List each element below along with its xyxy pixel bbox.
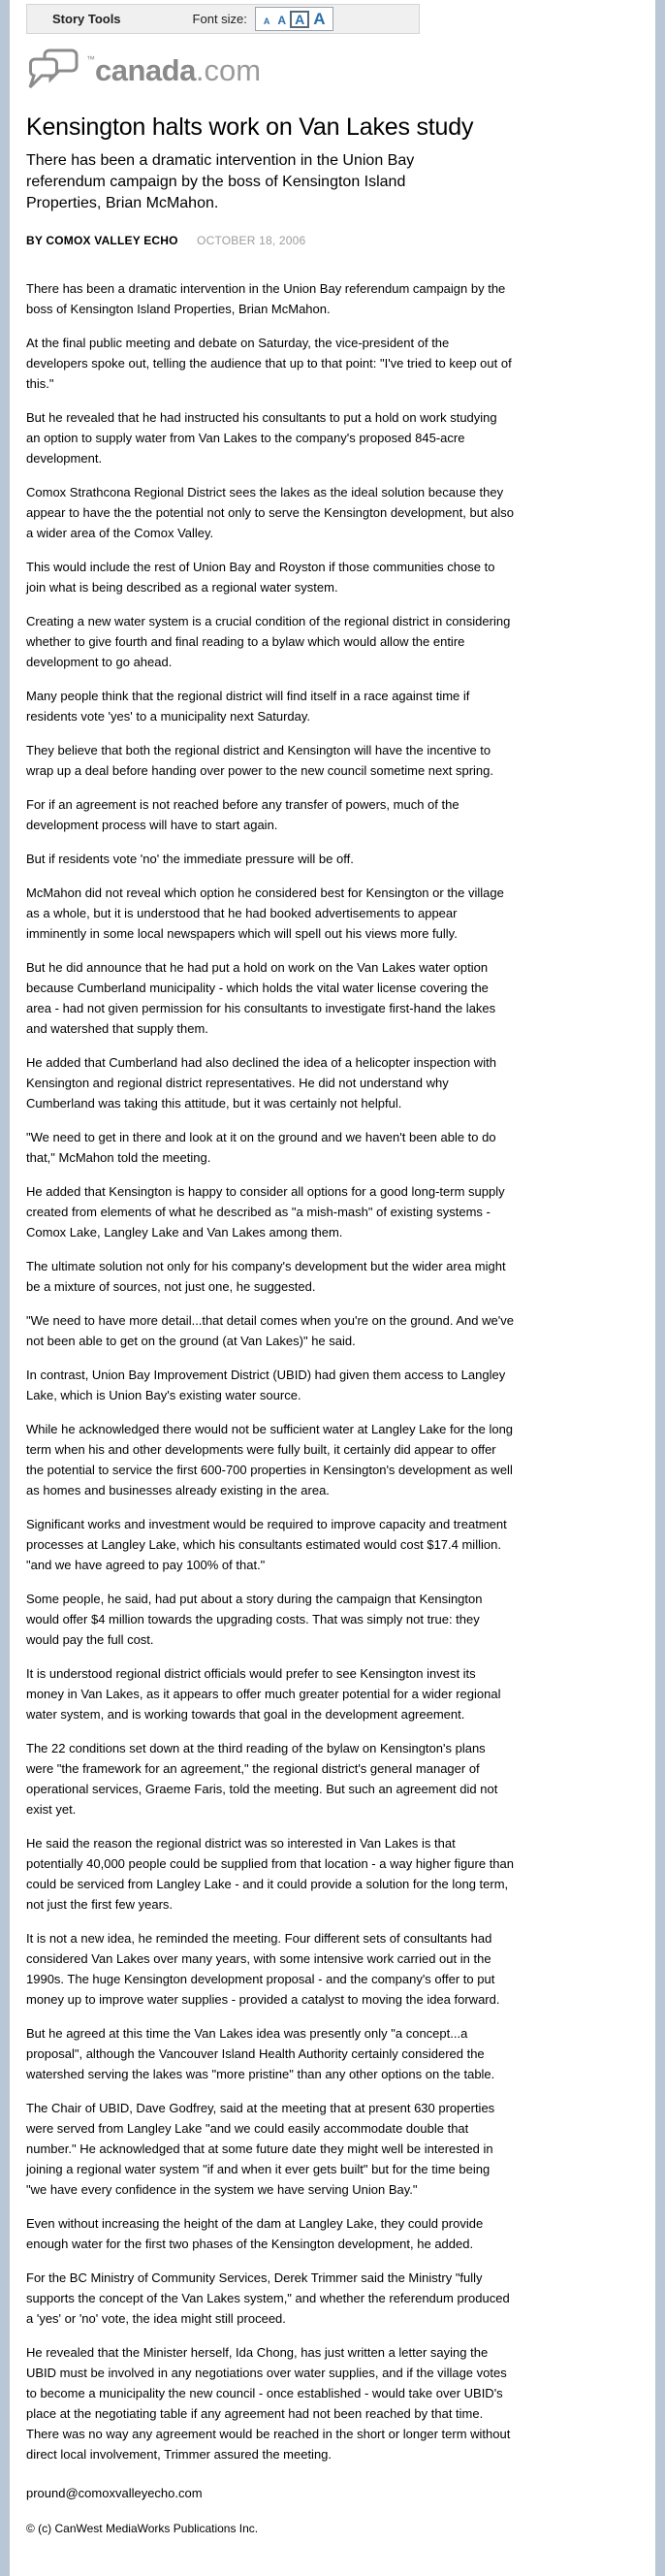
paragraph: But if residents vote 'no' the immediate pressure will be off. — [26, 852, 354, 866]
speech-bubbles-icon — [26, 47, 82, 94]
paragraph: It is not a new idea, he reminded the meeting. Four different sets of consultants had considered Van Lakes over many years, with some intensive work carried out in the 1990s. The huge Kensington development proposal - and the company's offer to put money up to improve water supplies - provided a catalyst to moving the idea forward. — [26, 1931, 500, 2007]
paragraph: He said the reason the regional district was so interested in Van Lakes is that potentially 40,000 people could be supplied from that location - a way higher figure than could be serviced from Langley Lake - and it could provide a solution for the long term, not just the first few years. — [26, 1836, 514, 1912]
font-size-button-medium-selected[interactable]: A — [290, 11, 309, 28]
trademark-symbol: ™ — [86, 53, 95, 64]
article-deck: There has been a dramatic intervention in the Union Bay referendum campaign by the boss of Kensington Island Properties, Brian McMahon. — [26, 152, 415, 211]
paragraph: Creating a new water system is a crucial condition of the regional district in considering whether to give fourth and final reading to a bylaw which would allow the entire development to go ahead. — [26, 614, 511, 669]
story-tools-toolbar — [26, 4, 420, 34]
byline-row — [26, 234, 639, 247]
paragraph: Some people, he said, had put about a story during the campaign that Kensington would offer $4 million towards the upgrading costs. That was simply not true: they would pay the full cost. — [26, 1592, 483, 1647]
paragraph: At the final public meeting and debate on Saturday, the vice-president of the developers spoke out, telling the audience that up to that point: "I've tried to keep out of this." — [26, 336, 512, 391]
font-size-button-smallest[interactable]: A — [263, 16, 270, 26]
story-tools-label: Story Tools — [52, 12, 121, 26]
paragraph: Significant works and investment would be required to improve capacity and treatment processes at Langley Lake, which his consultants estimated would cost $17.4 million. "and we have agreed to pay 100% of that." — [26, 1517, 507, 1572]
paragraph: He revealed that the Minister herself, Ida Chong, has just written a letter saying the UBID must be involved in any negotiations over water supplies, and if the village votes to become a municipality the new council - once established - would take over UBID's place at the negotiating table if any agreement had not been reached by that time. There was no way any agreement would be reached in the short or longer term without direct local involvement, Trimmer assured the meeting. — [26, 2345, 511, 2462]
paragraph: He added that Kensington is happy to consider all options for a good long-term supply created from elements of what he described as "a mish-mash" of existing systems - Comox Lake, Langley Lake and Van Lakes among them. — [26, 1184, 505, 1240]
paragraph: Comox Strathcona Regional District sees the lakes as the ideal solution because they appear to have the the potential not only to serve the Kensington development, but also a wider area of the Comox Valley. — [26, 485, 515, 540]
article-body — [26, 278, 514, 2464]
font-size-button-large[interactable]: A — [313, 10, 326, 28]
copyright-notice: © (c) CanWest MediaWorks Publications Inc. — [26, 2522, 259, 2535]
byline: BY COMOX VALLEY ECHO — [26, 234, 178, 247]
canada-com-logo[interactable] — [26, 47, 655, 94]
font-size-label: Font size: — [192, 12, 247, 26]
paragraph: McMahon did not reveal which option he considered best for Kensington or the village as a whole, but it is understood that he had booked advertisements to appear imminently in some local newspapers which will spell out his views more fully. — [26, 886, 504, 941]
logo-tld-text: .com — [195, 52, 262, 87]
paragraph: The Chair of UBID, Dave Godfrey, said at the meeting that at present 630 properties were served from Langley Lake "and we could easily accommodate double that number." He acknowledged that at some future date they might well be interested in joining a regional water system "if and when it ever gets built" but for the time being "we have every confidence in the system we have serving Union Bay." — [26, 2101, 495, 2197]
logo-brand-text: canada — [95, 52, 196, 87]
font-size-button-group — [255, 7, 334, 31]
article-date: OCTOBER 18, 2006 — [197, 234, 306, 247]
page-title: Kensington halts work on Van Lakes study — [26, 113, 474, 141]
paragraph: In contrast, Union Bay Improvement District (UBID) had given them access to Langley Lake, which is Union Bay's existing water source. — [26, 1368, 506, 1402]
paragraph: He added that Cumberland had also declined the idea of a helicopter inspection with Kensington and regional district representatives. He did not understand why Cumberland was taking this attitude, but it was certainly not helpful. — [26, 1055, 496, 1111]
reporter-email: pround@comoxvalleyecho.com — [26, 2486, 203, 2500]
paragraph: It is understood regional district officials would prefer to see Kensington invest its money in Van Lakes, as it appears to offer much greater potential for a wider regional water system, and is working towards that goal in the development agreement. — [26, 1666, 501, 1722]
paragraph: But he did announce that he had put a hold on work on the Van Lakes water option because Cumberland municipality - which holds the vital water license covering the area - had not given permission for his consultants to investigate first-hand the lakes and watershed that supply them. — [26, 960, 496, 1036]
paragraph: There has been a dramatic intervention in the Union Bay referendum campaign by the boss of Kensington Island Properties, Brian McMahon. — [26, 281, 506, 316]
paragraph: Many people think that the regional district will find itself in a race against time if residents vote 'yes' to a municipality next Saturday. — [26, 689, 470, 724]
paragraph: For if an agreement is not reached before any transfer of powers, much of the development process will have to start again. — [26, 797, 459, 832]
paragraph: But he agreed at this time the Van Lakes idea was presently only "a concept...a proposal", although the Vancouver Island Health Authority certainly considered the watershed serving the lakes was "more pristine" than any other options on the table. — [26, 2026, 495, 2081]
font-size-button-small[interactable]: A — [277, 14, 287, 27]
paragraph: "We need to have more detail...that detail comes when you're on the ground. And we've not been able to get on the ground (at Van Lakes)" he said. — [26, 1313, 514, 1348]
paragraph: Even without increasing the height of the dam at Langley Lake, they could provide enough water for the first two phases of the Kensington development, he added. — [26, 2216, 484, 2251]
paragraph: While he acknowledged there would not be sufficient water at Langley Lake for the long term when his and other developments were fully built, it certainly did appear to offer the potential to service the first 600-700 properties in Kensington's development as well as homes and businesses already existing in the area. — [26, 1422, 514, 1497]
paragraph: But he revealed that he had instructed his consultants to put a hold on work studying an option to supply water from Van Lakes to the company's proposed 845-acre development. — [26, 410, 497, 466]
paragraph: They believe that both the regional district and Kensington will have the incentive to wrap up a deal before handing over power to the new council sometime next spring. — [26, 743, 494, 778]
paragraph: This would include the rest of Union Bay and Royston if those communities chose to join what is being described as a regional water system. — [26, 560, 495, 595]
paragraph: The 22 conditions set down at the third reading of the bylaw on Kensington's plans were "the framework for an agreement," the regional district's general manager of operational services, Graeme Faris, told the meeting. But such an agreement did not exist yet. — [26, 1741, 498, 1817]
paragraph: The ultimate solution not only for his company's development but the wider area might be a mixture of sources, not just one, he suggested. — [26, 1259, 506, 1294]
article-page — [10, 0, 655, 2576]
paragraph: For the BC Ministry of Community Services, Derek Trimmer said the Ministry "fully supports the concept of the Van Lakes system," and whether the referendum produced a 'yes' or 'no' vote, the idea might still proceed. — [26, 2270, 510, 2326]
paragraph: "We need to get in there and look at it on the ground and we haven't been able to do that," McMahon told the meeting. — [26, 1130, 496, 1165]
